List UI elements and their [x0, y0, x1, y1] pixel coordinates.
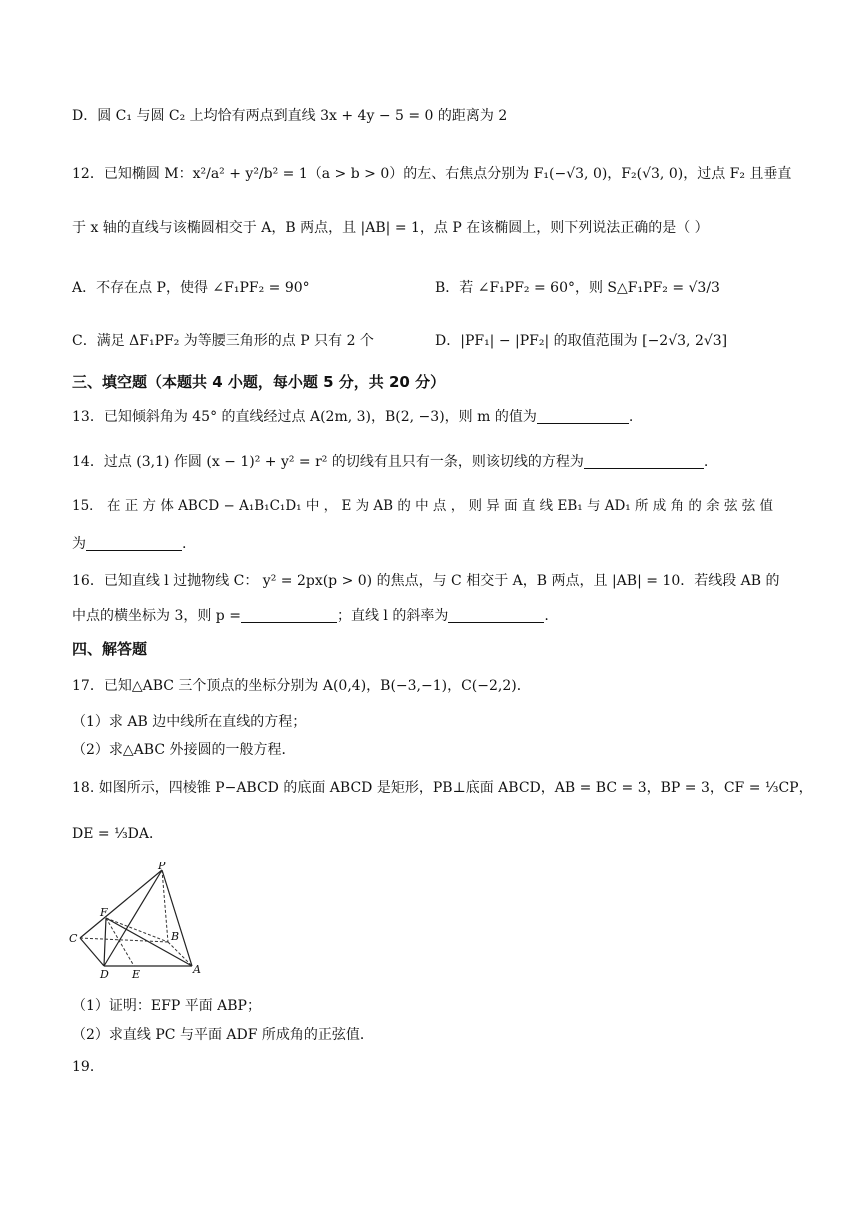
q16-blank-slope[interactable]: [448, 608, 544, 623]
q12-option-d: D．|PF₁| − |PF₂| 的取值范围为 [−2√3, 2√3]: [435, 333, 728, 349]
q16-blank-p[interactable]: [241, 608, 337, 623]
q15-dot: .: [182, 536, 187, 552]
q12-option-c: C．满足 ΔF₁PF₂ 为等腰三角形的点 P 只有 2 个: [72, 333, 374, 349]
edge-pd: [104, 870, 162, 966]
q16-dot: .: [544, 608, 549, 624]
q16-text-2a: 中点的横坐标为 3，则 p =: [72, 608, 241, 624]
q13-text: 13．已知倾斜角为 45° 的直线经过点 A(2m, 3)，B(2, −3)，则 m 的值为: [72, 409, 537, 425]
q12-option-a: A．不存在点 P，使得 ∠F₁PF₂ = 90°: [72, 280, 310, 296]
q16-line-2: [72, 606, 549, 626]
q12-option-b: B．若 ∠F₁PF₂ = 60°，则 S△F₁PF₂ = √3/3: [435, 280, 720, 296]
q13-dot: .: [628, 409, 634, 425]
q15-line-2: [72, 534, 186, 554]
q14-dot: .: [703, 454, 709, 470]
q19-number: 19．: [72, 1059, 104, 1075]
q16-line-1: 16．已知直线 l 过抛物线 C： y² = 2px(p > 0) 的焦点，与 C 相交于 A，B 两点，且 |AB| = 10．若线段 AB 的: [72, 573, 780, 589]
edge-pc: [80, 870, 162, 938]
q12-line-2: 于 x 轴的直线与该椭圆相交于 A，B 两点，且 |AB| = 1，点 P 在该椭圆上，则下列说法正确的是（ ）: [72, 220, 709, 236]
label-p: P: [158, 862, 166, 872]
q15-text-2: 为: [72, 536, 86, 552]
q15-line-1: 15． 在 正 方 体 ABCD − A₁B₁C₁D₁ 中 ， E 为 AB 的 中 点 ， 则 异 面 直 线 EB₁ 与 AD₁ 所 成 角 的 余 弦 弦 值: [72, 498, 774, 514]
q17-part-1: （1）求 AB 边中线所在直线的方程；: [72, 714, 307, 730]
section-4-heading: 四、解答题: [72, 640, 148, 658]
q18-line-1: 18. 如图所示，四棱锥 P−ABCD 的底面 ABCD 是矩形，PB⊥底面 ABCD，AB = BC = 3，BP = 3，CF = ⅓CP，: [72, 780, 813, 796]
label-f: F: [100, 906, 108, 919]
q15-blank[interactable]: [86, 536, 182, 551]
q14-blank[interactable]: [584, 454, 704, 469]
label-d: D: [100, 968, 109, 981]
q14-line: [72, 452, 708, 472]
pyramid-figure: [68, 862, 208, 982]
q18-part-1: （1）证明：EFP 平面 ABP；: [72, 998, 261, 1014]
label-b: B: [171, 930, 180, 943]
option-d-line: D．圆 C₁ 与圆 C₂ 上均恰有两点到直线 3x + 4y − 5 = 0 的距离为 2: [72, 108, 508, 124]
label-c: C: [69, 932, 78, 945]
segment-fb: [106, 918, 168, 942]
label-a: A: [193, 963, 201, 976]
q18-line-2: DE = ⅓DA．: [72, 826, 163, 842]
label-e: E: [132, 968, 141, 981]
q12-line-1: 12．已知椭圆 M：x²/a² + y²/b² = 1（a > b > 0）的左、右焦点分别为 F₁(−√3, 0)，F₂(√3, 0)，过点 F₂ 且垂直: [72, 166, 792, 182]
q14-text: 14．过点 (3,1) 作圆 (x − 1)² + y² = r² 的切线有且只有一条，则该切线的方程为: [72, 454, 584, 470]
edge-cd: [80, 938, 104, 966]
edge-cb: [80, 938, 168, 942]
segment-fd: [104, 918, 106, 966]
q13-blank[interactable]: [537, 409, 629, 424]
q16-text-2b: ；直线 l 的斜率为: [336, 608, 449, 624]
q17-part-2: （2）求△ABC 外接圆的一般方程．: [72, 742, 296, 758]
section-3-heading: 三、填空题（本题共 4 小题，每小题 5 分，共 20 分）: [72, 373, 446, 391]
q17-line: 17．已知△ABC 三个顶点的坐标分别为 A(0,4)，B(−3,−1)，C(−2,2)．: [72, 678, 531, 694]
q13-line: [72, 407, 633, 427]
q18-part-2: （2）求直线 PC 与平面 ADF 所成角的正弦值．: [72, 1027, 374, 1043]
